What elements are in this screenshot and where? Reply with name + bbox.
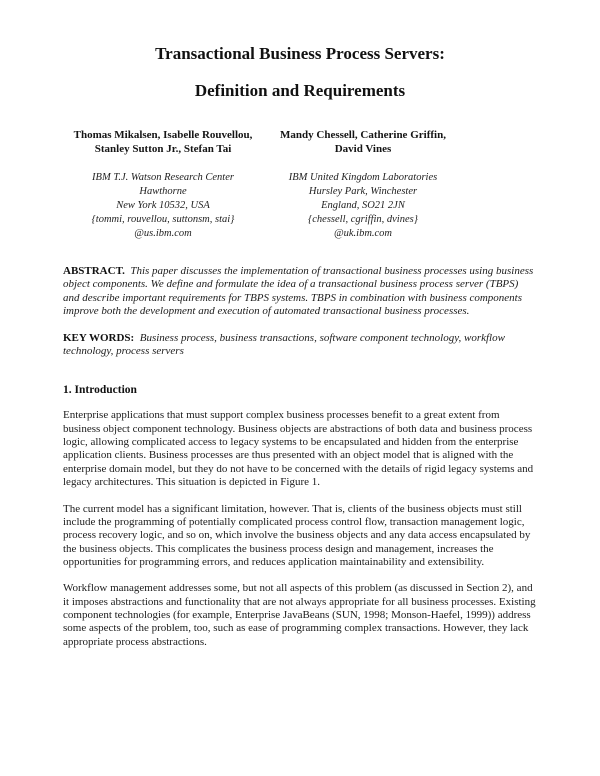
affiliation-right-line-4: {chessell, cgriffin, dvines} — [308, 214, 418, 225]
author-column-right — [263, 128, 463, 241]
authors-block — [63, 128, 463, 241]
affiliation-left-line-1: IBM T.J. Watson Research Center — [92, 172, 234, 183]
paper-title-line-1: Transactional Business Process Servers: — [155, 44, 445, 63]
introduction-paragraph-2: The current model has a significant limitation, however. That is, clients of the business objects must still include the programming of potentially complicated process control flow, transaction management logic, process recovery logic, and so on, which involve the business objects and any data access encapsulated by the business objects. This complicates the business process design and management, increases the opportunities for programming errors, and reduces application maintainability and extensibility. — [63, 502, 531, 568]
affiliation-right-line-1: IBM United Kingdom Laboratories — [288, 172, 438, 183]
affiliation-left-line-4: {tommi, rouvellou, suttonsm, stai} — [91, 214, 235, 225]
abstract-label: ABSTRACT. — [63, 265, 125, 277]
author-names-right-line-1: Mandy Chessell, Catherine Griffin, — [280, 129, 446, 141]
introduction-paragraph-1: Enterprise applications that must support complex business processes benefit to a great extent from business object component technology. Business objects are abstractions of both data and business process logic, allowing complicated access to legacy systems to be encapsulated and hidden from the enterprise application clients. Business processes are thus presented with an object model that is aligned with the enterprise domain model, but they do not have to be concerned with the details of rigid legacy systems and legacy architectures. This situation is depicted in Figure 1. — [63, 409, 534, 489]
keywords-label: KEY WORDS: — [63, 331, 135, 344]
affiliation-left-line-3: New York 10532, USA — [116, 200, 210, 211]
affiliation-right-line-2: Hursley Park, Winchester — [308, 186, 418, 197]
author-names-right-line-2: David Vines — [334, 143, 392, 155]
keywords-paragraph — [63, 332, 537, 359]
affiliation-right-line-3: England, SO21 2JN — [321, 200, 405, 211]
abstract-paragraph — [63, 265, 537, 319]
author-column-left — [63, 128, 263, 241]
affiliation-left — [63, 171, 263, 241]
keywords-text: Business process, business transactions, software component technology, workflow technology, process servers — [63, 331, 505, 358]
author-names-right — [263, 128, 463, 156]
author-names-left-line-2: Stanley Sutton Jr., Stefan Tai — [94, 143, 232, 155]
affiliation-left-line-5: @us.ibm.com — [134, 228, 192, 239]
author-names-left — [63, 128, 263, 156]
affiliation-right-line-5: @uk.ibm.com — [333, 228, 393, 239]
introduction-paragraph-3: Workflow management addresses some, but not all aspects of this problem (as discussed in Section 2), and it imposes abstractions and functionality that are not always appropriate for all business processes. Existing component technologies (for example, Enterprise JavaBeans (SUN, 1998; Monson-Haefel, 1999)) address some aspects of the problem, too, such as ease of programming complex transactions. However, they lack appropriate process abstractions. — [63, 582, 536, 648]
abstract-text: This paper discusses the implementation of transactional business processes using business object components. We define and formulate the idea of a transactional business process server (TBPS) and describe important requirements for TBPS systems. TBPS in combination with business components improve both the development and execution of automated transactional business processes. — [63, 265, 534, 318]
affiliation-right — [263, 171, 463, 241]
affiliation-left-line-2: Hawthorne — [139, 186, 187, 197]
author-names-left-line-1: Thomas Mikalsen, Isabelle Rouvellou, — [73, 129, 253, 141]
section-heading-introduction: 1. Introduction — [63, 384, 137, 397]
paper-title-line-2: Definition and Requirements — [194, 81, 406, 100]
